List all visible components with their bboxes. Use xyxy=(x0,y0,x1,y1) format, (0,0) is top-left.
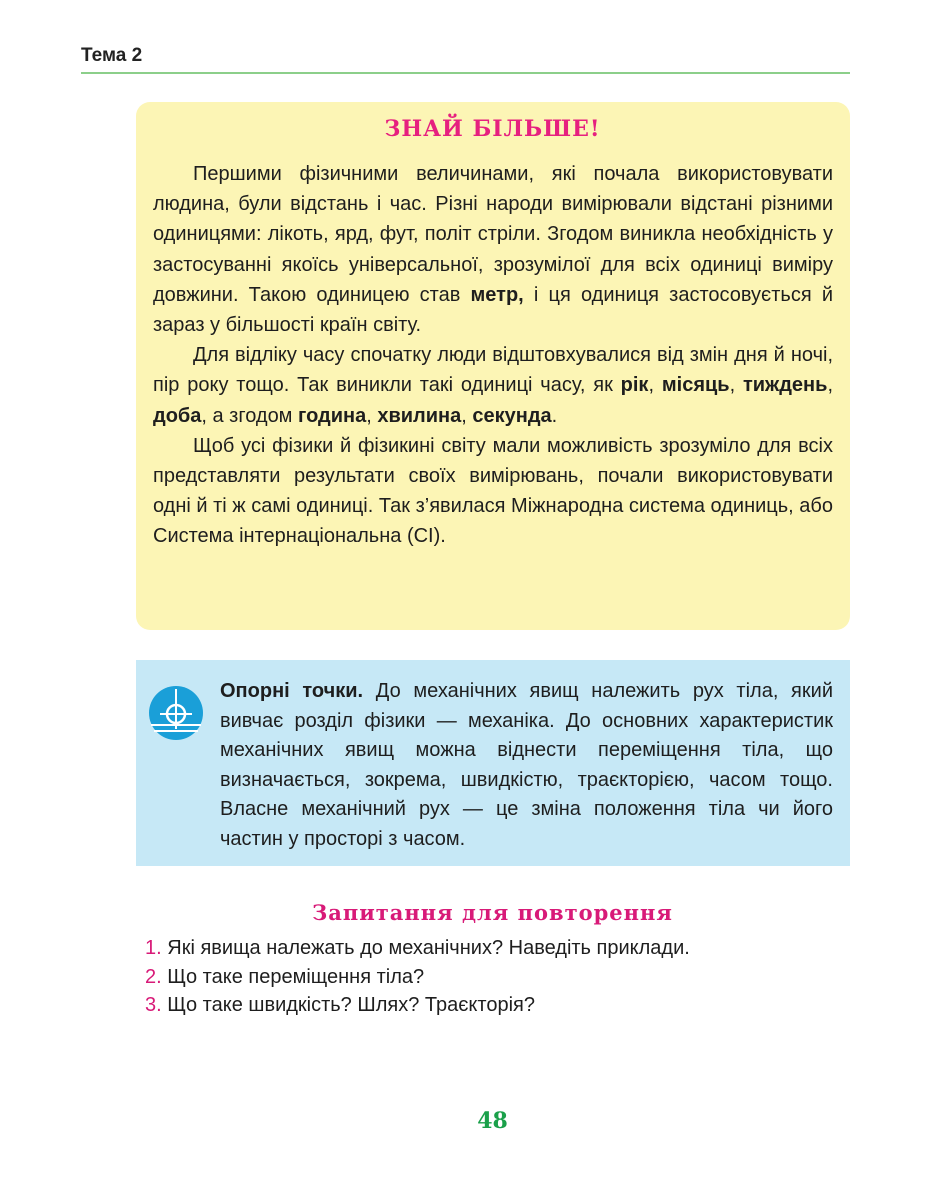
question-text: Що таке переміщення тіла? xyxy=(167,965,425,988)
topic-title: Тема 2 xyxy=(81,45,143,66)
target-crosshair-icon xyxy=(148,685,204,741)
bold-term: місяць xyxy=(661,374,730,397)
question-number: 1. xyxy=(145,937,162,959)
bold-term: година xyxy=(298,404,367,427)
header-divider xyxy=(81,72,850,74)
paragraph-text: , xyxy=(461,404,473,427)
paragraph-text: , xyxy=(366,404,378,427)
question-text: Що таке швидкість? Шлях? Траєкторія? xyxy=(167,994,535,1016)
key-points-body: До механічних явищ належить рух тіла, який вивчає розділ фізики — механіка. До основних характеристик механічних явищ можна віднести переміщення тіла, що визначається, зокрема, швидкістю, траєкторією, часом тощо. Власне механічний рух — це зміна положення тіла чи його частин у просторі з часом. xyxy=(220,680,833,850)
paragraph-text: Першими фізичними величинами, які почала використовувати людина, були відстань і час. Різні народи вимірювали відстані різними одиницями: лікоть, ярд, фут, політ стріли. Згодом виникла необхідність у застосуванні якоїсь універсальної, зрозумілої для всіх одиниці виміру довжини. Такою одиницею став xyxy=(153,163,833,306)
key-points-text xyxy=(220,677,833,854)
bold-term: хвилина xyxy=(377,404,462,427)
review-questions-list xyxy=(145,934,690,1020)
key-points-label: Опорні точки. xyxy=(220,680,364,702)
paragraph-text: , а згодом xyxy=(201,404,298,427)
bold-term: рік xyxy=(620,374,649,397)
question-item xyxy=(145,991,690,1020)
know-more-paragraph xyxy=(153,431,833,552)
paragraph-text: , xyxy=(827,374,833,397)
know-more-text xyxy=(153,159,833,552)
paragraph-text: , xyxy=(648,374,662,397)
bold-term: метр, xyxy=(470,283,524,306)
paragraph-text: . xyxy=(551,404,558,427)
know-more-paragraph xyxy=(153,340,833,431)
paragraph-text: Для відліку часу спочатку люди відштовхувалися від змін дня й ночі, пір року тощо. Так виникли такі одиниці часу, як xyxy=(153,344,833,397)
paragraph-text: і ця одиниця застосовується й зараз у більшості країн світу. xyxy=(153,283,833,337)
question-number: 3. xyxy=(145,994,162,1016)
bold-term: тиждень xyxy=(742,374,828,397)
know-more-paragraph xyxy=(153,159,833,340)
bold-term: секунда xyxy=(472,404,552,427)
question-item xyxy=(145,963,690,992)
paragraph-text: Щоб усі фізики й фізикині світу мали можливість зрозуміло для всіх представляти результати своїх вимірювань, почали використовувати одні й ті ж самі одиниці. Так з’явилася Міжнародна система одиниць, або Система інтернаціональна (СІ). xyxy=(153,434,833,548)
bold-term: доба xyxy=(153,404,202,427)
question-number: 2. xyxy=(145,965,162,988)
paragraph-text: , xyxy=(729,374,743,397)
page-number: 48 xyxy=(477,1108,508,1134)
question-item xyxy=(145,934,690,963)
review-questions-title: Запитання для повторення xyxy=(312,900,673,925)
question-text: Які явища належать до механічних? Наведіть приклади. xyxy=(167,937,690,959)
know-more-title: ЗНАЙ БІЛЬШЕ! xyxy=(384,116,601,142)
